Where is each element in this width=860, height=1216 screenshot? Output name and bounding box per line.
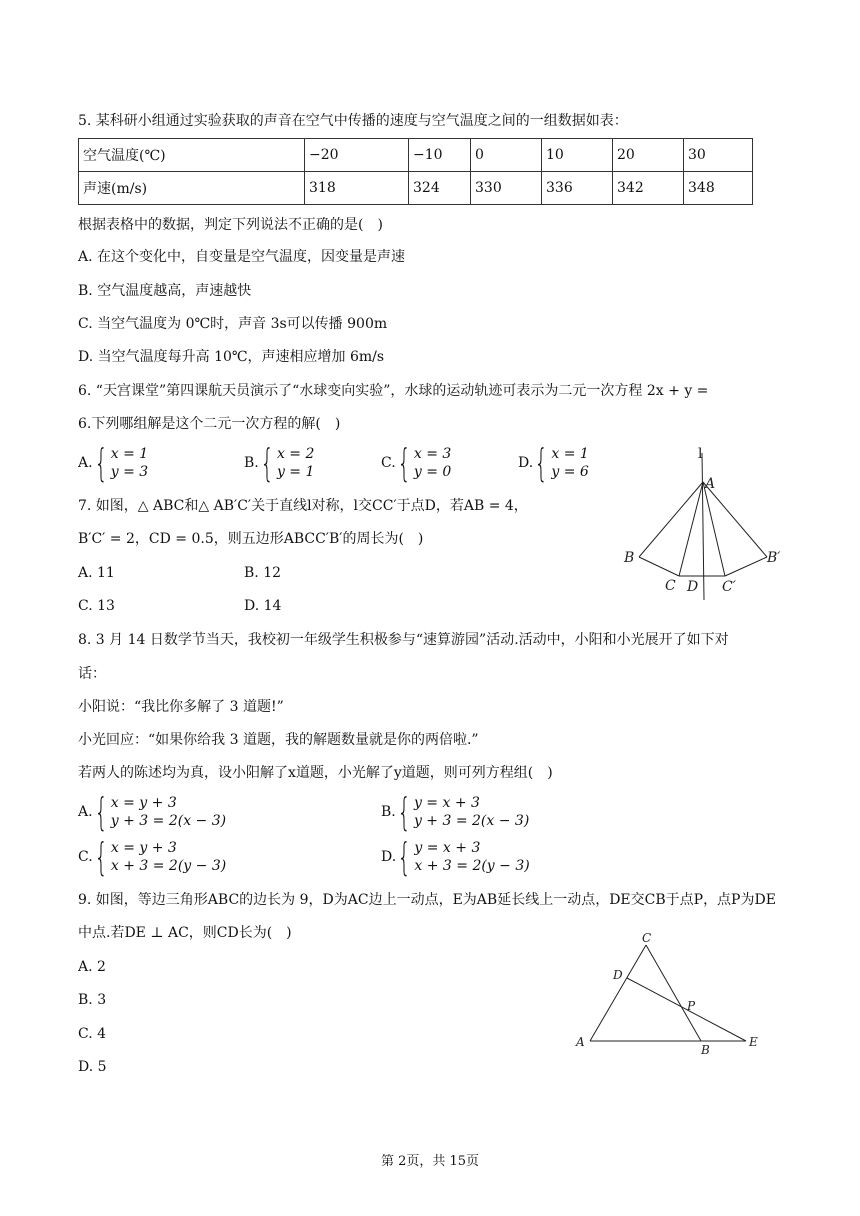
option-label: D.: [381, 849, 397, 865]
table-cell: 20: [613, 139, 684, 172]
table-cell: 0: [471, 139, 542, 172]
q9-option-d: D. 5: [78, 1059, 107, 1075]
table-cell: 声速(m/s): [79, 172, 305, 205]
q6-stem-line2: 6.下列哪组解是这个二元一次方程的解( ): [78, 416, 341, 432]
q6-stem-line1: 6. “天宫课堂”第四课航天员演示了“水球变向实验”，水球的运动轨迹可表示为二元一次方程 2x + y =: [78, 383, 709, 399]
q8-option-b: [381, 790, 530, 834]
q9-option-b: B. 3: [78, 992, 107, 1008]
option-label: B.: [381, 804, 396, 820]
label-a: A: [705, 476, 716, 492]
q5-option-c: C. 当空气温度为 0℃时，声音 3s可以传播 900m: [78, 316, 388, 332]
q8-line4: 小光回应：“如果你给我 3 道题，我的解题数量就是你的两倍啦.”: [78, 732, 479, 748]
q7-figure: [615, 445, 795, 605]
label-a: A: [576, 1035, 585, 1049]
equation: y = 1: [276, 464, 315, 480]
q9-option-c: C. 4: [78, 1026, 107, 1042]
line-l: [702, 453, 704, 600]
equation: x = y + 3: [110, 795, 177, 811]
q9-figure: [570, 930, 770, 1058]
equation: y + 3 = 2(x − 3): [413, 813, 530, 829]
segment-abp: [703, 482, 767, 557]
equation: y = x + 3: [414, 840, 481, 856]
table-cell: 342: [613, 172, 684, 205]
q6-option-d: [518, 441, 589, 485]
q7-line1: 7. 如图，△ ABC和△ AB′C′关于直线l对称，l交CC′于点D，若AB = 4，: [78, 498, 528, 514]
equation: y = 3: [110, 464, 149, 480]
label-d: D: [687, 579, 699, 595]
option-label: A.: [78, 804, 93, 820]
q8-option-a: [78, 790, 227, 834]
table-cell: −20: [305, 139, 409, 172]
q8-option-d: [381, 835, 530, 879]
table-cell: 30: [684, 139, 753, 172]
option-label: A.: [78, 455, 93, 471]
table-cell: 348: [684, 172, 753, 205]
equation: x = y + 3: [110, 840, 177, 856]
q9-line2: 中点.若DE ⊥ AC，则CD长为( ): [78, 925, 292, 941]
table-cell: 空气温度(℃): [79, 139, 305, 172]
brace-icon: {: [260, 441, 274, 485]
table-cell: 318: [305, 172, 409, 205]
label-b: B: [624, 550, 635, 566]
segment-acp: [703, 482, 725, 576]
segment-ac: [590, 945, 646, 1041]
q7-option-c: C. 13: [78, 598, 115, 614]
equation: y = x + 3: [413, 795, 480, 811]
equation: x + 3 = 2(y − 3): [110, 858, 227, 874]
table-cell: 10: [542, 139, 613, 172]
q7-option-d: D. 14: [244, 598, 282, 614]
option-label: B.: [244, 455, 259, 471]
brace-icon: {: [397, 835, 411, 879]
label-bp: B′: [767, 550, 781, 566]
brace-icon: {: [397, 790, 411, 834]
brace-icon: {: [94, 441, 108, 485]
q8-line1: 8. 3 月 14 日数学节当天，我校初一年级学生积极参与“速算游园”活动.活动中，小阳和小光展开了如下对: [78, 632, 729, 648]
table-cell: 330: [471, 172, 542, 205]
equation: x = 2: [276, 446, 315, 462]
q5-option-b: B. 空气温度越高，声速越快: [78, 283, 252, 299]
q5-data-table: [78, 138, 753, 205]
q8-line3: 小阳说：“我比你多解了 3 道题!”: [78, 699, 284, 715]
equation: x = 1: [551, 446, 589, 462]
q7-option-b: B. 12: [244, 565, 282, 581]
equation: y = 6: [551, 464, 589, 480]
equation: x = 1: [110, 446, 149, 462]
label-d: D: [613, 968, 623, 982]
q5-option-d: D. 当空气温度每升高 10℃，声速相应增加 6m/s: [78, 349, 385, 365]
q9-option-a: A. 2: [78, 959, 106, 975]
option-label: C.: [381, 455, 396, 471]
segment-cb: [646, 945, 701, 1041]
q6-option-a: [78, 441, 149, 485]
label-cp: C′: [722, 579, 736, 595]
table-cell: 336: [542, 172, 613, 205]
q7-option-a: A. 11: [78, 565, 115, 581]
segment-bc: [639, 557, 679, 576]
equation: y + 3 = 2(x − 3): [110, 813, 227, 829]
page-number: 第 2页，共 15页: [380, 1154, 480, 1169]
table-cell: −10: [409, 139, 471, 172]
q8-line2: 话：: [78, 666, 106, 682]
label-b: B: [701, 1043, 710, 1057]
equation: x + 3 = 2(y − 3): [414, 858, 530, 874]
brace-icon: {: [534, 441, 548, 485]
q8-line5: 若两人的陈述均为真，设小阳解了x道题，小光解了y道题，则可列方程组( ): [78, 765, 553, 781]
brace-icon: {: [94, 790, 108, 834]
q5-question: 根据表格中的数据，判定下列说法不正确的是( ): [78, 217, 383, 233]
label-p: P: [687, 999, 696, 1013]
q9-line1: 9. 如图，等边三角形ABC的边长为 9，D为AC边上一动点，E为AB延长线上一动点，DE交CB于点P，点P为DE: [78, 892, 776, 908]
label-c: C: [665, 578, 676, 594]
q6-option-b: [244, 441, 315, 485]
q8-option-c: [78, 835, 227, 879]
q5-option-a: A. 在这个变化中，自变量是空气温度，因变量是声速: [78, 249, 406, 265]
option-label: D.: [518, 455, 534, 471]
q5-stem: 5. 某科研小组通过实验获取的声音在空气中传播的速度与空气温度之间的一组数据如表：: [78, 113, 628, 129]
label-e: E: [749, 1035, 758, 1049]
label-l: l: [698, 446, 703, 462]
brace-icon: {: [94, 835, 108, 879]
option-label: C.: [78, 849, 93, 865]
equation: x = 3: [413, 446, 452, 462]
q7-line2: B′C′ = 2，CD = 0.5，则五边形ABCC′B′的周长为( ): [78, 531, 424, 547]
segment-bpcp: [725, 557, 767, 576]
q6-option-c: [381, 441, 452, 485]
brace-icon: {: [397, 441, 411, 485]
table-row: [79, 139, 753, 172]
table-cell: 324: [409, 172, 471, 205]
table-row: [79, 172, 753, 205]
equation: y = 0: [413, 464, 452, 480]
label-c: C: [642, 931, 652, 945]
